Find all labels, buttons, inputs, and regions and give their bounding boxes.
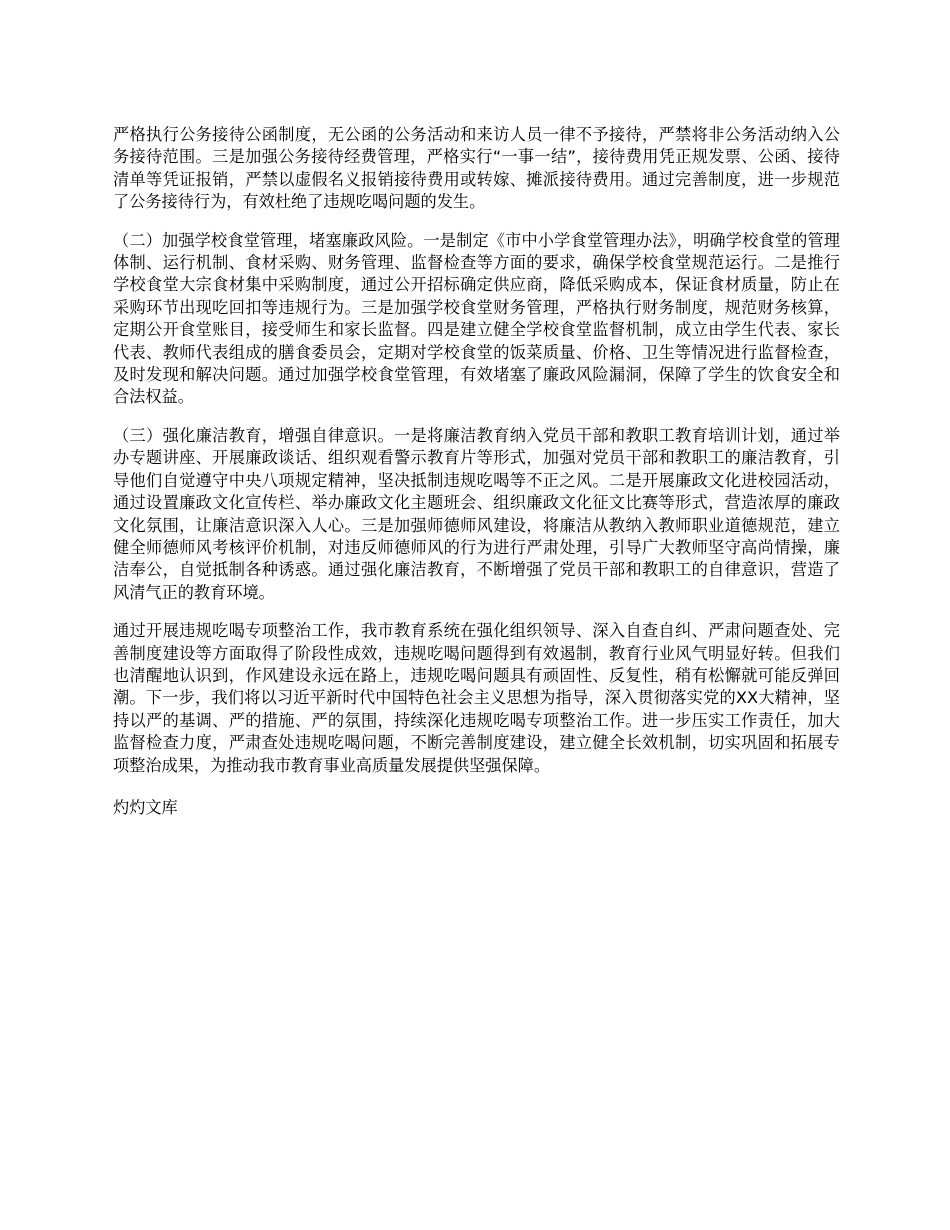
paragraph-conclusion: 通过开展违规吃喝专项整治工作，我市教育系统在强化组织领导、深入自查自纠、严肃问题查处、完善制度建设等方面取得了阶段性成效，违规吃喝问题得到有效遏制，教育行业风气明显好转。但我们也清醒地认识到，作风建设永远在路上，违规吃喝问题具有顽固性、反复性，稍有松懈就可能反弹回潮。下一步，我们将以习近平新时代中国特色社会主义思想为指导，深入贯彻落实党的XX大精神，坚持以严的基调、严的措施、严的氛围，持续深化违规吃喝专项整治工作。进一步压实工作责任，加大监督检查力度，严肃查处违规吃喝问题，不断完善制度建设，建立健全长效机制，切实巩固和拓展专项整治成果，为推动我市教育事业高质量发展提供坚强保障。 (113, 621, 840, 775)
footer-source: 灼灼文库 (113, 797, 178, 817)
document-body (113, 124, 840, 819)
paragraph-integrity-education: （三）强化廉洁教育，增强自律意识。一是将廉洁教育纳入党员干部和教职工教育培训计划，通过举办专题讲座、开展廉政谈话、组织观看警示教育片等形式，加强对党员干部和教职工的廉洁教育，引导他们自觉遵守中央八项规定精神，坚决抵制违规吃喝等不正之风。二是开展廉政文化进校园活动，通过设置廉政文化宣传栏、举办廉政文化主题班会、组织廉政文化征文比赛等形式，营造浓厚的廉政文化氛围，让廉洁意识深入人心。三是加强师德师风建设，将廉洁从教纳入教师职业道德规范，建立健全师德师风考核评价机制，对违反师德师风的行为进行严肃处理，引导广大教师坚守高尚情操，廉洁奉公，自觉抵制各种诱惑。通过强化廉洁教育，不断增强了党员干部和教职工的自律意识，营造了风清气正的教育环境。 (113, 425, 840, 602)
paragraph-canteen-management: （二）加强学校食堂管理，堵塞廉政风险。一是制定《市中小学食堂管理办法》，明确学校食堂的管理体制、运行机制、食材采购、财务管理、监督检查等方面的要求，确保学校食堂规范运行。二是推行学校食堂大宗食材集中采购制度，通过公开招标确定供应商，降低采购成本，保证食材质量，防止在采购环节出现吃回扣等违规行为。三是加强学校食堂财务管理，严格执行财务制度，规范财务核算，定期公开食堂账目，接受师生和家长监督。四是建立健全学校食堂监督机制，成立由学生代表、家长代表、教师代表组成的膳食委员会，定期对学校食堂的饭菜质量、价格、卫生等情况进行监督检查，及时发现和解决问题。通过加强学校食堂管理，有效堵塞了廉政风险漏洞，保障了学生的饮食安全和合法权益。 (113, 230, 840, 407)
paragraph-reception-rules: 严格执行公务接待公函制度，无公函的公务活动和来访人员一律不予接待，严禁将非公务活动纳入公务接待范围。三是加强公务接待经费管理，严格实行“一事一结”，接待费用凭正规发票、公函、接待清单等凭证报销，严禁以虚假名义报销接待费用或转嫁、摊派接待费用。通过完善制度，进一步规范了公务接待行为，有效杜绝了违规吃喝问题的发生。 (113, 125, 840, 212)
